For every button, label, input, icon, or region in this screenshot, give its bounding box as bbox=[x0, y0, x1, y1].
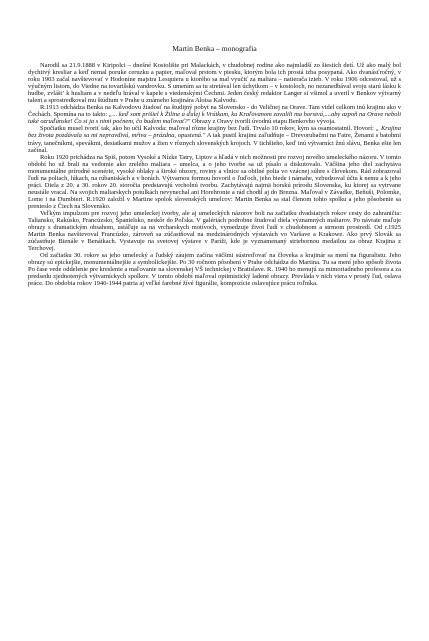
quote-text: „... keď som prišiel k Žiline a ďalej k Vrútkam, ku Kraľovanom zavalili ma horstvá,....aby azpoň na Orave neboli také ozruďánske! Čo si ja s nimi počnem, čo budem maľovať?" bbox=[28, 111, 401, 126]
paragraph-text: R.1913 odchádza Benka na Kalvodovu žiadosť na študijný pobyt na Slovensko - do Veličnej na Orave. Tam videl celkom inú krajinu ako v Čechách. Spomína na to takto: bbox=[28, 104, 401, 119]
paragraph-spis bbox=[28, 154, 401, 210]
paragraph-beginnings bbox=[28, 125, 401, 153]
quote-text: „ Krajina bez života pozdávala sa mi nepravdivá, mŕtva – prázdna, opustená." bbox=[28, 125, 401, 140]
paragraph-text: Roku 1920 prichádza na Spiš, potom Vysoké a Nízke Tatry, Liptov a hľadá v nich možnosti pre rozvoj nového umeleckého názoru. V tomto období ho už brali na vedomie ako zrelého maliara – umelca, a o jeho tvorbe sa už písalo a diskutovalo. Väčšina jeho diel zachytáva monumentálne prírodné scenérie, vysoké oblaky a široké obzory, roviny a vlnice sa obilné polia vo vzácnej súhre s človekom. Rád zobrazoval ľudí na poliach, lúkach, na rúbaniskách a v horách. Výtvarnou formou hovoril o ľuďoch, jeho biede i námahe, vzbudzoval účtu k nemu a k jeho práci. Diela z 20. a 30. rokov 20. storočia predstavujú vrcholnú tvorbu. Zachytávajú najmä horskú prírodu Slovenska, ku ktorej sa vytrvane neustále vracal. Na svojich maliarskych potulkách nevynechal ani Horehronie a rád chodil aj do Brezna. Maľoval v Závadke, Beňuši, Polomke, Lome i na Dumbieri. R.1920 založil v Martine spolok slovenských umelcov: Martin Benka sa stal členom tohto spolku a jeho pôsobenie sa prenieslo z Čiech na Slovensko. bbox=[28, 153, 401, 210]
paragraph-text: Narodil sa 21.9.1888 v Kiripolci – dnešné Kostolište pri Malackách, v chudobnej rodine ako najmladší zo šiestich detí. Už ako malý bol dychtivý kresliar a keď nemal poruke ceruzku a papier, maľoval prstom v piesku, ktorým bola ich prostá izba posypaná. Ako dvanásťročný, v roku 1903 začal navštevovať v Hodoníne majstra Lesquiera u ktorého sa mal vyučiť za maliara – natierača izieb. V roku 1906 odcestoval, už s výučným listom, do Viedne na tovarišskú vandrovku. S umením sa tu stretával len úchytkom – v kostoloch, no nezanedbával svoju starú lásku k hudbe, zvláštʼ k husliam a v nedeľu hrával v kapele s viedenskými Čechmi. Jeden český redaktor Langer si všimol a uveril v Benkov výtvarný talent a sprostredkoval mu štúdium v Prahe u známeho krajinára Aloisa Kalvodu. bbox=[28, 62, 401, 105]
paragraph-text: Veľkým impulzom pre rozvoj jeho umeleckej tvorby, ale aj umeleckých názorov boli na začiatku dvadsiatych rokov cesty do zahraničia: Taliansko, Rakúsko, Francúzsko, Španielsko, neskôr do Poľska. V galériách podrobne študoval diela významných maliarov. Po návrate maľuje obrazy s dramatickým obsahom, ustáľuje sa na vrcharskych motívoch, vymedzuje život ľudí v chudobnom a strmom prostredí. Od r.1925 Martin Benka navštevoval Francúzko, zároveň sa zúčastňoval na medzinárodných výstavách vo Varšave a Krakowe. Ako prvý Slovák sa zúčastňuje Bienále v Benátkach. Vystavuje na svetovej výstave v Paríži, kde je vyznamenaný striebornou medailou za obraz Krajina z Terchovej. bbox=[28, 209, 401, 253]
paragraph-text: A tak pustil krajinu zaľudňuje – Drevorubačmi na Fatre, Ženami s batohmi trávy, tanečníkmi, spevákmi, desiatkami mužov a žien v rôznych slovenských krojoch. V tichšieho, keď inú výtvarníci žnú slávu, Benka ešte len začínal. bbox=[28, 132, 401, 154]
paragraph-travels bbox=[28, 210, 401, 252]
paragraph-birth bbox=[28, 62, 401, 104]
paragraph-text: Spočiatku musel tvoriť tak, ako ho učil Kalvoda: maľoval rôzne krajiny bez ľudí. Trvalo 10 rokov, kým sa osamostatnil. Hovorí: bbox=[40, 125, 376, 133]
paragraph-text: Od začiatku 30. rokov sa jeho umelecký a ľudský záujem začína väčšmi sústreďovať na človeka a krajinár sa mení na figuralistu. Jeho obrazy sú epickejšie, monumentálnejšie a symbolickejšie. Po 30 ročnom pôsobení v Prahe odchádza do Martina. Tu sa mení jeho spôsob života Po čase vede oddelenie pre kreslenie a maľovanie na slovenskej VŠ technickej v Bratislave. R. 1940 ho menujú za mimoriadneho profesora a za predsedu zjednotených výtvarníckych spolkov. V tomto období maľoval optimistický ladené obrazy. Prevláda v nich viera v prostý ľud, oslava práce. Do obdobia rokov 1940-1944 patria aj veľké farebné žívé figurálie, kompozície oslavujúce prácu roľníka. bbox=[28, 252, 401, 288]
document-title: Martin Benka – monografia bbox=[172, 44, 257, 53]
paragraph-text: Obrazy z Oravy tvorili úvodnú etapu Benkovho vývoja. bbox=[190, 118, 336, 126]
paragraph-orava bbox=[28, 104, 401, 125]
paragraph-thirties bbox=[28, 252, 401, 287]
